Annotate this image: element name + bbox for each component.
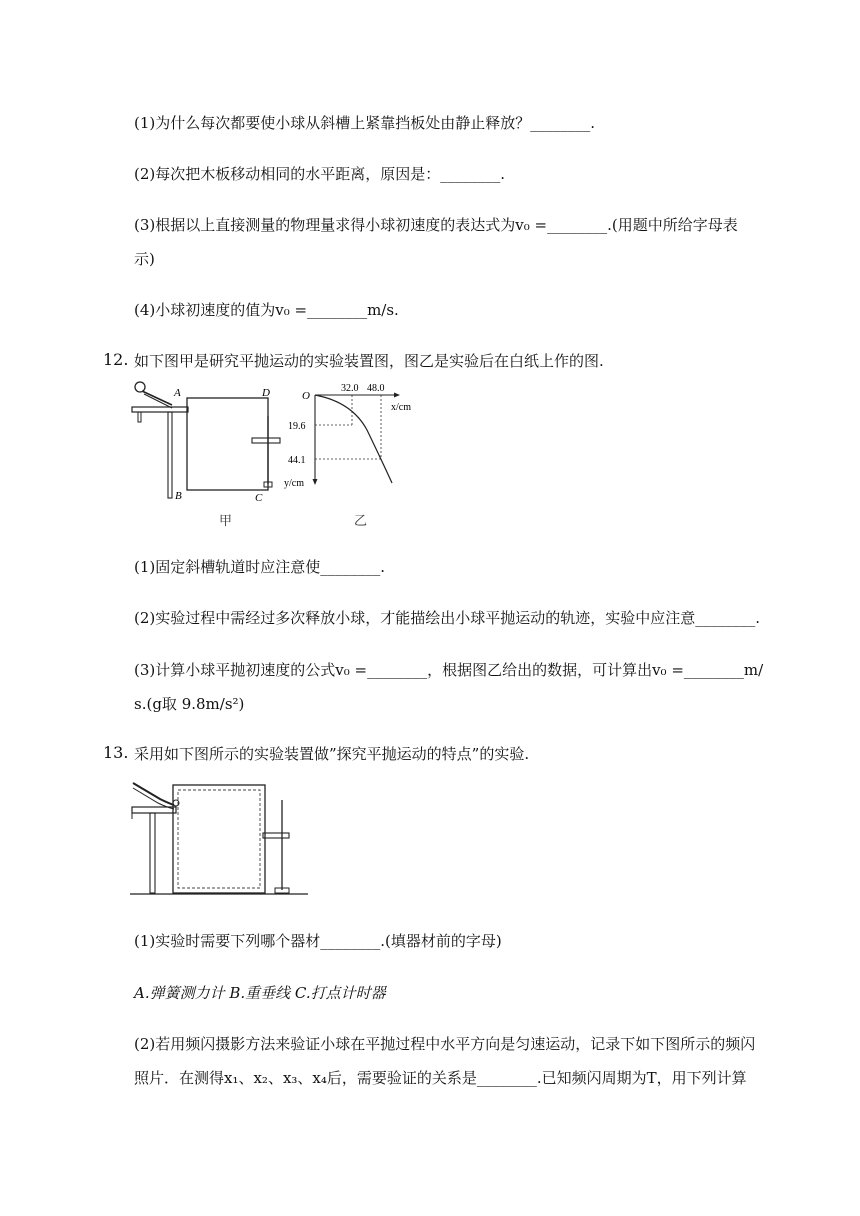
x-tick-48: 48.0 bbox=[367, 383, 385, 394]
q13-part1: (1)实验时需要下列哪个器材________.(填器材前的字母) bbox=[134, 932, 502, 950]
q13-part2-line2: 照片．在测得x₁、x₂、x₃、x₄后，需要验证的关系是________.已知频闪周期为T，用下列计算 bbox=[134, 1069, 747, 1087]
ball-icon bbox=[135, 382, 145, 392]
trajectory-curve bbox=[315, 395, 392, 483]
q11-part2: (2)每次把木板移动相同的水平距离，原因是：________. bbox=[134, 165, 506, 183]
caption-yi: 乙 bbox=[354, 514, 368, 529]
q13-number: 13. bbox=[103, 743, 129, 762]
y-tick-19-6: 19.6 bbox=[288, 421, 306, 432]
caption-jia: 甲 bbox=[219, 514, 233, 529]
q12-part3-line1: (3)计算小球平抛初速度的公式v₀ =________，根据图乙给出的数据，可计算出v₀ =________m/ bbox=[134, 661, 764, 679]
q12-number: 12. bbox=[103, 350, 129, 369]
q11-part4: (4)小球初速度的值为v₀ =________m/s. bbox=[134, 301, 399, 319]
x-axis-label: x/cm bbox=[391, 402, 411, 413]
y-axis-label: y/cm bbox=[284, 478, 304, 489]
q13-figure-apparatus bbox=[130, 775, 310, 900]
q12-figure-jia bbox=[128, 378, 288, 503]
q11-part1: (1)为什么每次都要使小球从斜槽上紧靠挡板处由静止释放？________. bbox=[134, 114, 596, 132]
y-tick-44-1: 44.1 bbox=[288, 455, 306, 466]
q13-options: A.弹簧测力计 B.重垂线 C.打点计时器 bbox=[134, 984, 386, 1002]
q12-stem: 如下图甲是研究平抛运动的实验装置图，图乙是实验后在白纸上作的图. bbox=[134, 352, 604, 370]
label-D: D bbox=[262, 387, 270, 399]
q12-part3-line2: s.(g取 9.8m/s²) bbox=[134, 695, 245, 713]
q13-part2-line1: (2)若用频闪摄影方法来验证小球在平抛过程中水平方向是匀速运动，记录下如下图所示的频闪 bbox=[134, 1035, 756, 1053]
q12-part1: (1)固定斜槽轨道时应注意使________. bbox=[134, 558, 386, 576]
q11-part3-line2: 示) bbox=[134, 250, 155, 268]
label-B: B bbox=[175, 490, 182, 502]
q13-stem: 采用如下图所示的实验装置做”探究平抛运动的特点”的实验. bbox=[134, 745, 530, 763]
label-A: A bbox=[174, 387, 181, 399]
x-tick-32: 32.0 bbox=[341, 383, 359, 394]
label-C: C bbox=[255, 492, 263, 503]
q11-part3-line1: (3)根据以上直接测量的物理量求得小球初速度的表达式为v₀ =________.(用题中所给字母表 bbox=[134, 216, 738, 234]
q12-part2: (2)实验过程中需经过多次释放小球，才能描绘出小球平抛运动的轨迹，实验中应注意________. bbox=[134, 609, 761, 627]
origin-label: O bbox=[302, 390, 310, 402]
q12-figure-yi bbox=[282, 380, 422, 495]
